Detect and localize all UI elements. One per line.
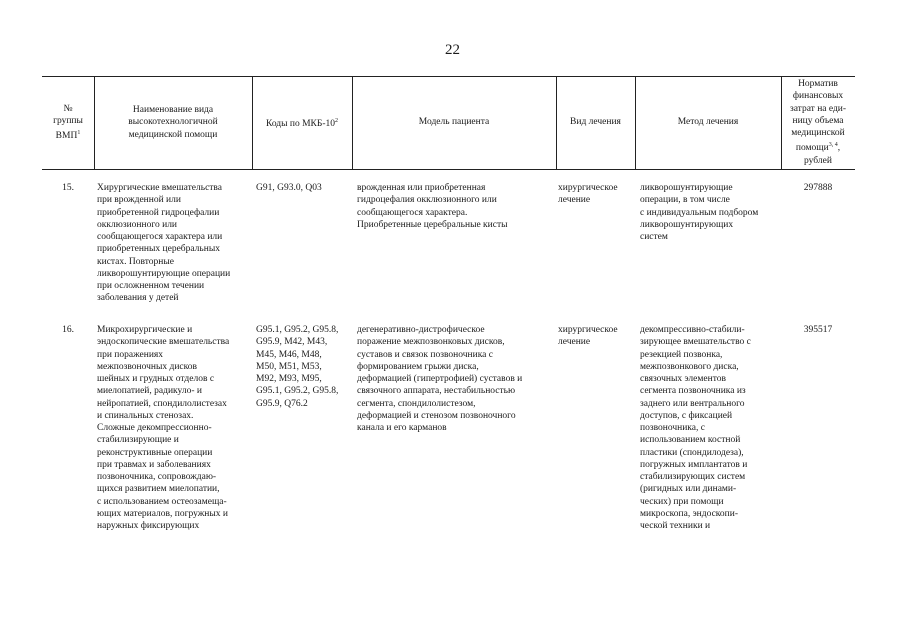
row-care-name: Хирургические вмешательства при врожденной или приобретенной гидроцефалии окклюзионного или сообщающегося характера или приобретенных церебральных кистах. Повторные ликворошунтирующие операции при осложненном течении заболевания у детей bbox=[97, 183, 231, 304]
row-care-name: Микрохирургические и эндоскопические вмешательства при поражениях межпозвоночных дисков шейных и грудных отделов с миелопатией, радикуло- и нейропатией, спондилолистезах и спинальных стенозах. Сложные декомпрессионно- стабилизирующие и реконструктивные операции при травмах и заболеваниях позвоночника, сопровождаю- щихся развитием миелопатии, с использованием остеозамеща- ющих материалов, погружных и наружных фиксирующих bbox=[97, 325, 230, 531]
row-treatment-type: хирургическое лечение bbox=[558, 325, 618, 348]
header-name: Наименование вида высокотехнологичной медицинской помощи bbox=[128, 105, 218, 140]
page-number: 22 bbox=[445, 42, 460, 58]
row-cost: 395517 bbox=[803, 325, 833, 335]
header-codes: Коды по МКБ-$10^2$ bbox=[265, 117, 339, 129]
table-header-bottom-rule bbox=[42, 169, 855, 170]
row-treatment-method: ликворошунтирующие операции, в том числе с индивидуальным подбором ликворошунтирующих систем bbox=[640, 183, 759, 242]
header-treatment-method: Метод лечения bbox=[677, 117, 739, 128]
row-patient-model: дегенеративно-дистрофическое поражение межпозвонковых дисков, суставов и связок позвоночника с формированием грыжи диска, деформацией (гипертрофией) суставов и связочного аппарата, нестабильностью сегмента, спондилолистезом, деформацией и стенозом позвоночного канала и его карманов bbox=[357, 325, 523, 433]
row-number: 15. bbox=[62, 183, 74, 193]
header-patient-model: Модель пациента bbox=[418, 117, 490, 128]
row-patient-model: врожденная или приобретенная гидроцефалия окклюзионного или сообщающегося характера. Приобретенные церебральные кисты bbox=[357, 183, 508, 230]
row-number: 16. bbox=[62, 325, 74, 335]
header-group-number: № группы ВМП$^1$ bbox=[53, 103, 83, 142]
header-cost-norm: Норматив финансовых затрат на еди- ницу объема медицинской помощи$^{3, 4}$, рублей bbox=[789, 79, 847, 166]
row-cost: 297888 bbox=[803, 183, 833, 193]
row-treatment-method: декомпрессивно-стабили- зирующее вмешательство с резекцией позвонка, межпозвонкового диска, связочных элементов сегмента позвоночника из заднего или вентрального доступов, с фиксацией позвоночника, с использованием костной пластики (спондилодеза), погружных имплантатов и стабилизирующих систем (ригидных или динами- ческих) при помощи микроскопа, эндоскопи- ческой техники и bbox=[640, 325, 751, 531]
header-treatment-type: Вид лечения bbox=[570, 117, 621, 128]
row-treatment-type: хирургическое лечение bbox=[558, 183, 618, 206]
row-icd-codes: G95.1, G95.2, G95.8, G95.9, M42, M43, M45, M46, M48, M50, M51, M53, M92, M93, M95, G95.1, G95.2, G95.8, G95.9, Q76.2 bbox=[256, 325, 339, 409]
row-icd-codes: G91, G93.0, Q03 bbox=[256, 183, 322, 193]
